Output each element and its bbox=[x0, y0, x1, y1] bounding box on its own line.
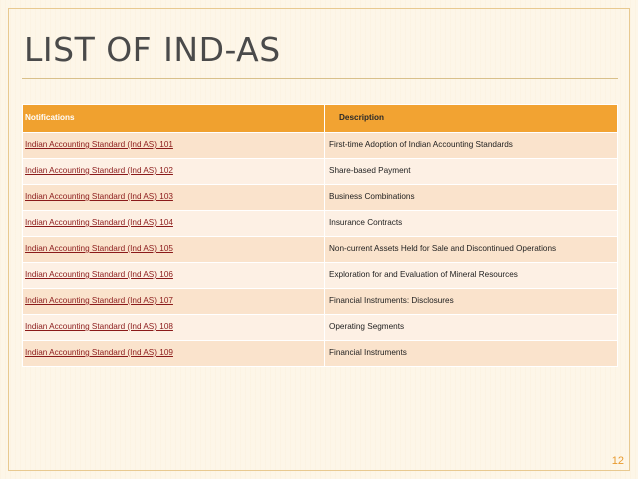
notification-link[interactable]: Indian Accounting Standard (Ind AS) 105 bbox=[25, 244, 173, 253]
page-number: 12 bbox=[611, 455, 624, 467]
notification-link[interactable]: Indian Accounting Standard (Ind AS) 104 bbox=[25, 218, 173, 227]
table-row bbox=[23, 159, 618, 185]
notification-cell bbox=[23, 185, 325, 211]
notification-link[interactable]: Indian Accounting Standard (Ind AS) 109 bbox=[25, 348, 173, 357]
table-row bbox=[23, 263, 618, 289]
header-notifications: Notifications bbox=[23, 105, 325, 133]
notification-cell bbox=[23, 263, 325, 289]
table-row bbox=[23, 211, 618, 237]
notification-link[interactable]: Indian Accounting Standard (Ind AS) 102 bbox=[25, 166, 173, 175]
table-row bbox=[23, 341, 618, 367]
notification-cell bbox=[23, 237, 325, 263]
description-cell: Exploration for and Evaluation of Mineral Resources bbox=[325, 263, 618, 289]
ind-as-table bbox=[22, 104, 618, 367]
notification-link[interactable]: Indian Accounting Standard (Ind AS) 101 bbox=[25, 140, 173, 149]
notification-cell bbox=[23, 211, 325, 237]
description-cell: Insurance Contracts bbox=[325, 211, 618, 237]
table-row bbox=[23, 315, 618, 341]
table-row bbox=[23, 133, 618, 159]
table-row bbox=[23, 237, 618, 263]
notification-cell bbox=[23, 289, 325, 315]
table-row bbox=[23, 185, 618, 211]
table-header-row bbox=[23, 105, 618, 133]
description-cell: Operating Segments bbox=[325, 315, 618, 341]
description-cell: Financial Instruments: Disclosures bbox=[325, 289, 618, 315]
header-description: Description bbox=[325, 105, 618, 133]
description-cell: Financial Instruments bbox=[325, 341, 618, 367]
slide-title: LIST OF IND-AS bbox=[24, 30, 281, 69]
notification-cell bbox=[23, 315, 325, 341]
notification-cell bbox=[23, 341, 325, 367]
notification-link[interactable]: Indian Accounting Standard (Ind AS) 107 bbox=[25, 296, 173, 305]
description-cell: Non-current Assets Held for Sale and Discontinued Operations bbox=[325, 237, 618, 263]
notification-link[interactable]: Indian Accounting Standard (Ind AS) 106 bbox=[25, 270, 173, 279]
notification-cell bbox=[23, 133, 325, 159]
table-row bbox=[23, 289, 618, 315]
notification-link[interactable]: Indian Accounting Standard (Ind AS) 103 bbox=[25, 192, 173, 201]
notification-link[interactable]: Indian Accounting Standard (Ind AS) 108 bbox=[25, 322, 173, 331]
title-divider bbox=[22, 78, 618, 79]
description-cell: First-time Adoption of Indian Accounting Standards bbox=[325, 133, 618, 159]
description-cell: Share-based Payment bbox=[325, 159, 618, 185]
notification-cell bbox=[23, 159, 325, 185]
description-cell: Business Combinations bbox=[325, 185, 618, 211]
